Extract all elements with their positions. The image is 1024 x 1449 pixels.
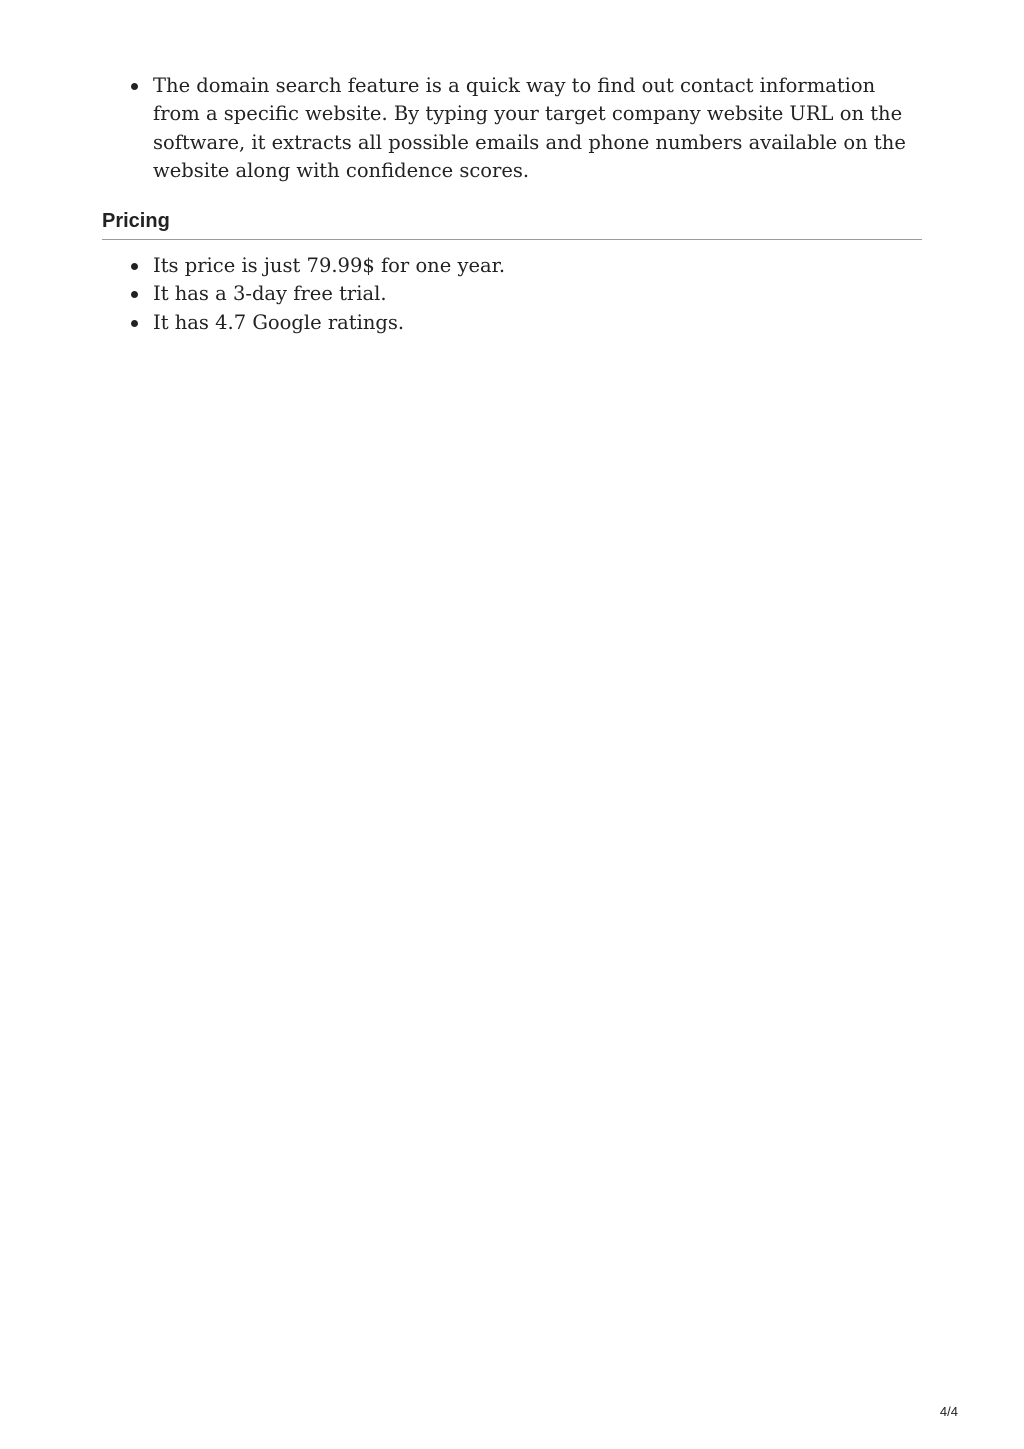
bullet-icon (131, 263, 138, 270)
features-list (130, 72, 920, 186)
page-number: 4/4 (939, 1404, 958, 1419)
list-item (130, 72, 920, 186)
bullet-icon (131, 83, 138, 90)
list-item-text: Its price is just 79.99$ for one year. (153, 254, 506, 277)
section-heading-pricing: Pricing (102, 207, 922, 240)
list-item (130, 280, 920, 308)
list-item-text: It has 4.7 Google ratings. (153, 310, 405, 334)
pricing-list (130, 252, 920, 337)
list-item (130, 309, 920, 337)
bullet-icon (131, 291, 138, 298)
list-item (130, 252, 920, 280)
bullet-icon (131, 320, 138, 327)
list-item-text: It has a 3-day free trial. (153, 282, 387, 306)
list-item-text: The domain search feature is a quick way to find out contact information from a specific website. By typing your target company website URL on the software, it extracts all possible emails and phone numbers available on the website along with confidence scores. (153, 74, 906, 183)
